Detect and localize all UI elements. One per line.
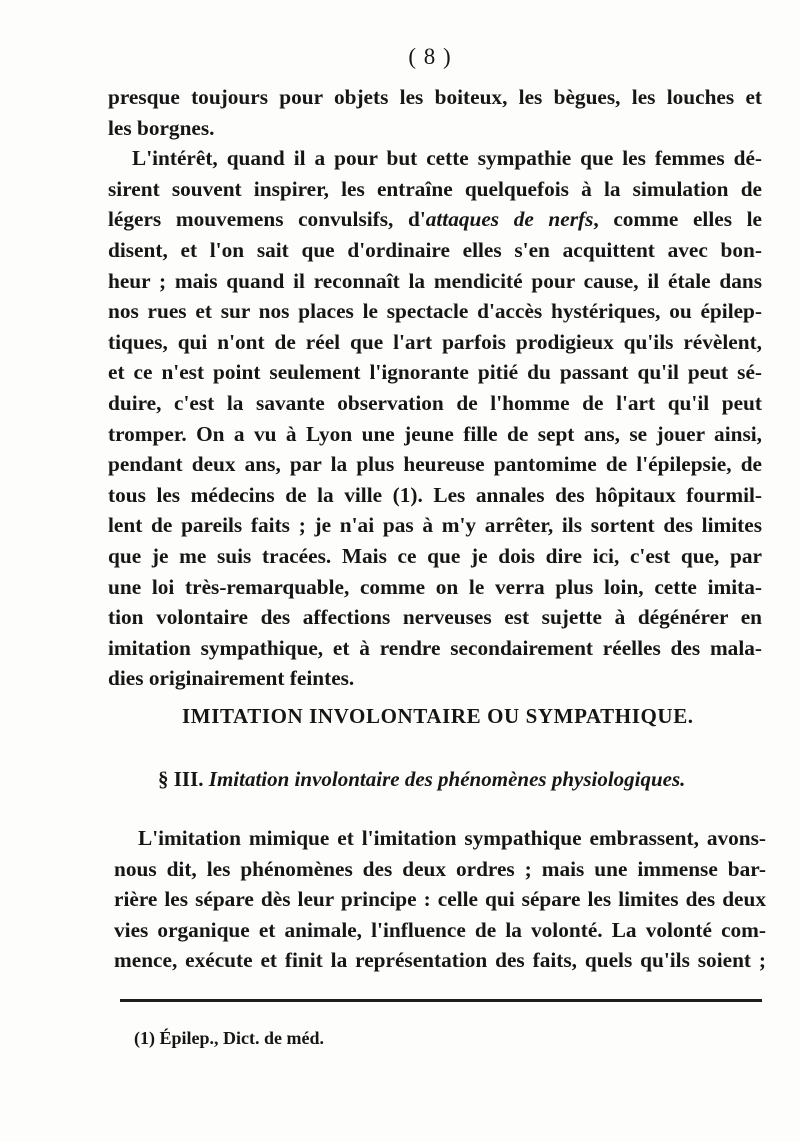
text-line: vies organique et animale, l'influence de la volonté. La volonté com-	[114, 917, 766, 942]
text-line: les borgnes.	[108, 115, 215, 140]
text-line: et ce n'est point seulement l'ignorante pitié du passant qu'il peut sé-	[108, 360, 762, 385]
text-line: imitation sympathique, et à rendre secondairement réelles des mala-	[108, 635, 762, 660]
text-line: L'intérêt, quand il a pour but cette sympathie que les femmes dé-	[132, 146, 762, 171]
text-line: tion volontaire des affections nerveuses est sujette à dégénérer en	[108, 605, 762, 630]
text-line: une loi très-remarquable, comme on le verra plus loin, cette imita-	[108, 574, 762, 599]
paragraph	[114, 823, 766, 976]
text-line: presque toujours pour objets les boiteux, les bègues, les louches et	[108, 85, 762, 109]
text-line: tiques, qui n'ont de réel que l'art parfois prodigieux qu'ils révèlent,	[108, 329, 762, 354]
footnote: (1) Épilep., Dict. de méd.	[134, 1028, 324, 1048]
text-line: que je me suis tracées. Mais ce que je dois dire ici, c'est que, par	[108, 543, 762, 568]
text-line: mence, exécute et finit la représentation des faits, quels qu'ils soient ;	[114, 948, 766, 973]
footnote-divider	[120, 999, 762, 1002]
body-text-lower	[114, 823, 766, 976]
text-line: nos rues et sur nos places le spectacle d'accès hystériques, ou épilep-	[108, 299, 762, 324]
paragraph	[108, 143, 762, 694]
text-line: lent de pareils faits ; je n'ai pas à m'y arrêter, ils sortent des limites	[108, 513, 762, 538]
text-line: rière les sépare dès leur principe : celle qui sépare les limites des deux	[114, 887, 766, 912]
section-title: Imitation involontaire des phénomènes physiologiques.	[208, 767, 686, 791]
text-line: nous dit, les phénomènes des deux ordres ; mais une immense bar-	[114, 856, 766, 881]
text-line: sirent souvent inspirer, les entraîne quelquefois à la simulation de	[108, 176, 762, 201]
text-line-with-italic: légers mouvemens convulsifs, d'attaques de nerfs, comme elles le	[108, 207, 762, 232]
text-line: heur ; mais quand il reconnaît la mendicité pour cause, il étale dans	[108, 268, 762, 293]
text-line: duire, c'est la savante observation de l'homme de l'art qu'il peut	[108, 390, 762, 415]
section-number: § III.	[158, 767, 204, 791]
text-line: pendant deux ans, par la plus heureuse pantomime de l'épilepsie, de	[108, 452, 762, 477]
text-line: tromper. On a vu à Lyon une jeune fille de sept ans, se jouer ainsi,	[108, 421, 762, 446]
text-line: dies originairement feintes.	[108, 666, 355, 691]
section-heading	[158, 767, 738, 792]
paragraph	[108, 82, 762, 143]
text-line: disent, et l'on sait que d'ordinaire elles s'en acquittent avec bon-	[108, 237, 762, 262]
page-number: ( 8 )	[408, 44, 452, 69]
chapter-heading: IMITATION INVOLONTAIRE OU SYMPATHIQUE.	[182, 704, 694, 728]
body-text-upper	[108, 82, 762, 694]
text-line: tous les médecins de la ville (1). Les annales des hôpitaux fourmil-	[108, 482, 762, 507]
text-line: L'imitation mimique et l'imitation sympathique embrassent, avons-	[138, 826, 766, 850]
